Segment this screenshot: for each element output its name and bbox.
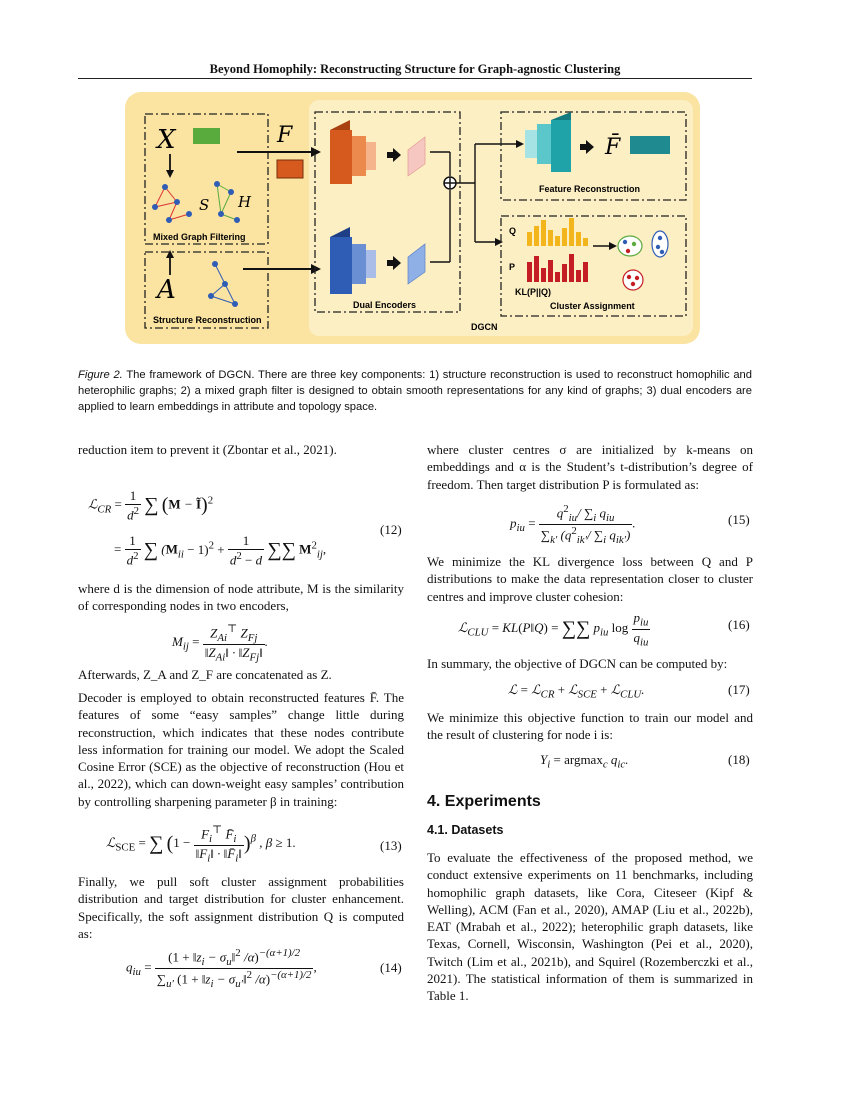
right-p3: In summary, the objective of DGCN can be computed by: bbox=[427, 656, 728, 671]
equation-12-number: (12) bbox=[380, 522, 402, 537]
right-p4: We minimize this objective function to train our model and the result of clustering for node i is: bbox=[427, 710, 753, 743]
left-p2: where d is the dimension of node attribute, M is the similarity of corresponding nodes in two encoders, bbox=[78, 581, 404, 614]
left-p5: Finally, we pull soft cluster assignment probabilities distribution and target distribution for cluster enhancement. Specifically, the soft assignment distribution Q is computed as: bbox=[78, 874, 404, 941]
equation-15: $p_{iu}$ = $\frac{q^2_{iu}/ \sum_i q_{iu}}{\sum_{k'} (q^2_{ik'}/ \sum_i q_{ik'})}$ . bbox=[510, 503, 636, 546]
running-header: Beyond Homophily: Reconstructing Structure for Graph-agnostic Clustering bbox=[209, 62, 621, 76]
equation-18-number: (18) bbox=[728, 752, 750, 767]
left-p3: Afterwards, Z_A and Z_F are concatenated as Z. bbox=[78, 667, 332, 682]
left-p4: Decoder is employed to obtain reconstructed features F̄. The features of some “easy samples” change little during reconstruction, which indicates that these nodes contribute less information for training our model. We adopt the Scaled Cosine Error (SCE) as the objective of reconstruction (Hou et al., 2022), which can down-weight easy samples’ contribution by controlling sharpening parameter β in training: bbox=[78, 690, 404, 809]
structure-reconstruction-label: Structure Reconstruction bbox=[153, 315, 262, 325]
equation-16: ℒ$_{CLU}$ = KL(P‖Q) = ∑∑ $p_{iu}$ log $\frac{p_{iu}}{q_{iu}}$ bbox=[458, 610, 649, 649]
right-p2: We minimize the KL divergence loss between Q and P distributions to make the data representation closer to cluster centres and improve cluster cohesion: bbox=[427, 554, 753, 604]
a-symbol: A bbox=[157, 275, 176, 305]
f-symbol: F bbox=[277, 123, 293, 148]
f-feature-block bbox=[277, 160, 303, 178]
equation-14-number: (14) bbox=[380, 960, 402, 975]
kl-label: KL(P||Q) bbox=[515, 287, 552, 297]
s-symbol: S bbox=[199, 196, 210, 214]
q-label: Q bbox=[509, 226, 517, 236]
h-symbol: H bbox=[238, 193, 252, 211]
x-symbol: X bbox=[157, 125, 176, 155]
equation-17-number: (17) bbox=[728, 682, 750, 697]
caption-text: The framework of DGCN. There are three key components: 1) structure reconstruction is used to reconstruct homophilic and heterophilic graphs; 2) a mixed graph filter is designed to obtain smooth representations for any kind of graphs; 3) dual encoders are applied to learn embeddings in attribute and topology space. bbox=[78, 369, 752, 413]
fbar-symbol: F̄ bbox=[605, 135, 621, 160]
dual-encoders-label: Dual Encoders bbox=[353, 300, 417, 310]
equation-12-line2: = $\frac{1}{d^2}$ ∑ $(M_{ii} - 1)^2$ + $\frac{1}{d^2 - d}$ ∑∑ $M^2_{ij}$, bbox=[114, 533, 327, 568]
equation-18: $Y_i = argmax_c$ $q_{ic}$. bbox=[540, 752, 629, 771]
subsection-heading: 4.1. Datasets bbox=[427, 823, 504, 837]
fbar-feature-block bbox=[630, 136, 670, 154]
section-heading: 4. Experiments bbox=[427, 793, 541, 810]
p-label: P bbox=[509, 262, 516, 272]
left-p1: reduction item to prevent it (Zbontar et al., 2021). bbox=[78, 442, 337, 457]
mixed-graph-filtering-label: Mixed Graph Filtering bbox=[153, 232, 246, 242]
dgcn-framework-figure bbox=[125, 92, 700, 344]
equation-13: ℒ$_{SCE}$ = ∑ (1 − $\frac{F_i^⊤ F̄_i}{‖F_i‖ \cdot ‖F̄_i‖}$ )$^\beta$ , β ≥ 1. bbox=[106, 824, 296, 865]
right-p5: To evaluate the effectiveness of the proposed method, we conduct extensive experiments on 11 benchmarks, including homophilic graph datasets, like Cora, Citeseer (Kipf & Welling), ACM (Fan et al., 2020), AMAP (Liu et al., 2022b), EAT (Mrabah et al., 2022); heterophilic graph datasets, like Texas, Cornell, Wisconsin, Washington (Pei et al., 2020), Twitch (Lim et al., 2021b), and Squirel (Rozemberczki et al., 2021). The statistical information of them is summarized in Table 1. bbox=[427, 850, 753, 1004]
equation-15-number: (15) bbox=[728, 512, 750, 527]
right-p1: where cluster centres σ are initialized by k-means on embeddings and α is the Student’s t-distribution’s degree of freedom. Then target distribution P is formulated as: bbox=[427, 442, 753, 492]
dgcn-label: DGCN bbox=[471, 322, 498, 332]
feature-reconstruction-label: Feature Reconstruction bbox=[539, 184, 641, 194]
equation-17: ℒ = ℒ$_{CR}$ + ℒ$_{SCE}$ + ℒ$_{CLU}$. bbox=[508, 682, 645, 701]
equation-12-line1: ℒ$_{CR}$ = $\frac{1}{d^2}$ ∑ (M − Ĩ)$^2$ bbox=[88, 488, 214, 523]
equation-13-number: (13) bbox=[380, 838, 402, 853]
caption-label: Figure 2. bbox=[78, 369, 123, 381]
figure-caption bbox=[78, 367, 752, 415]
equation-14: $q_{iu}$ = $\frac{(1 + ‖z_i - \sigma_u‖^2 /\alpha)^{-(\alpha+1)/2}}{\sum_{u'} (1 + ‖z_i - \sigma_{u'}‖^2 /\alpha)^{-(\alpha+1)/2}}$ , bbox=[126, 947, 317, 990]
equation-16-number: (16) bbox=[728, 617, 750, 632]
x-feature-block bbox=[193, 128, 220, 144]
equation-m: $M_{ij}$ = $\frac{Z_{Ai}^⊤ Z_{Fj}}{‖Z_{Ai}‖ \cdot ‖Z_{Fj}‖}$ . bbox=[172, 623, 269, 664]
cluster-assignment-label: Cluster Assignment bbox=[550, 301, 635, 311]
header-rule bbox=[78, 78, 752, 79]
